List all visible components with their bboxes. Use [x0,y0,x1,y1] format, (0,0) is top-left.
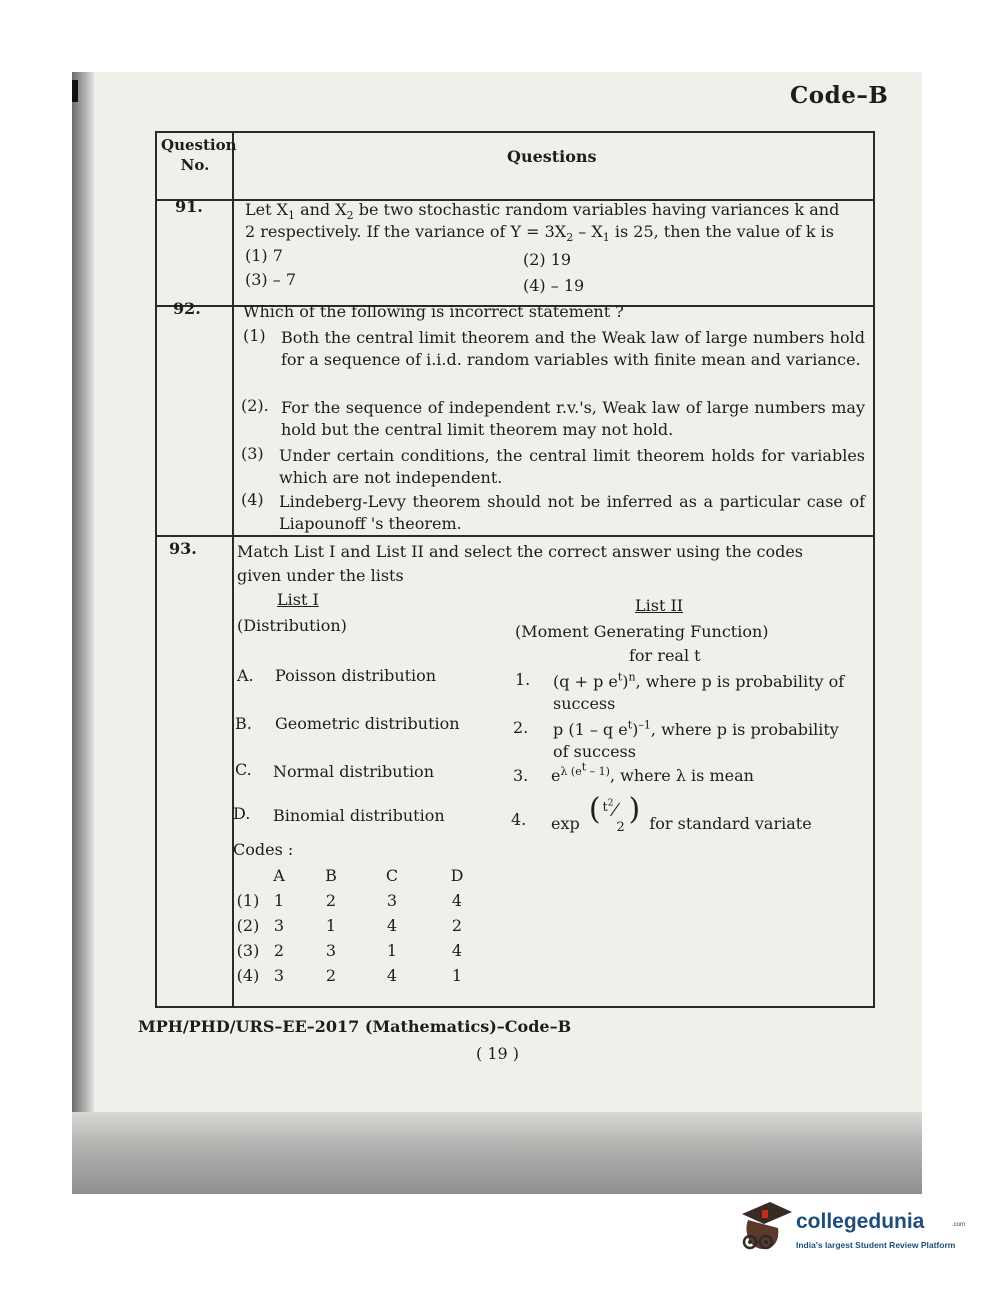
q92-option-1-no: (1) [243,326,266,345]
scan-bottom-shadow [72,1112,922,1194]
page-number: ( 19 ) [476,1044,520,1063]
list2-subtitle-2: for real t [629,646,701,665]
q92-option-2: For the sequence of independent r.v.'s, Weak law of large numbers may hold but the central limit theorem may not hold. [281,398,865,439]
q92-stem: Which of the following is incorrect statement ? [243,302,624,321]
q92-number: 92. [173,299,201,318]
header-question-no [161,135,237,175]
list1-item-a: Poisson distribution [275,666,437,685]
list2-title: List II [635,596,684,615]
list2-item-1-no: 1. [515,670,531,689]
list2-item-3-no: 3. [513,766,529,785]
list2-item-4: exp ( $t^2$ 2 ) for standard variate [551,792,812,835]
q91-option-3: (3) – 7 [245,270,297,289]
codes-row: (1) 1 2 3 4 [236,891,463,910]
header-qno-line1: Question [161,136,237,154]
codes-label: Codes : [233,840,294,859]
list1-item-b-key: B. [235,714,252,733]
list1-subtitle: (Distribution) [237,616,347,635]
list1-title: List I [277,590,319,609]
question-table [155,131,875,1008]
codes-header-row: A B C D [273,866,464,885]
collegedunia-logo[interactable] [736,1198,966,1260]
q92-option-1: Both the central limit theorem and the Weak law of large numbers hold for a sequence of i.i.d. random variables with finite mean and variance. [281,328,865,369]
q92-option-2-no: (2). [241,396,269,415]
header-questions: Questions [507,147,597,166]
logo-com: .com [952,1222,966,1228]
q92-option-4-no: (4) [241,490,264,509]
list2-subtitle: (Moment Generating Function) [515,622,769,641]
list1-item-c: Normal distribution [273,762,434,781]
q91-option-1: (1) 7 [245,246,283,265]
row-divider [157,535,875,537]
list2-item-1: (q + p $e^t)^n$, where p is probability of [553,670,845,691]
header-qno-line2: No. [180,156,210,174]
page-footer: MPH/PHD/URS–EE–2017 (Mathematics)–Code–B [138,1017,572,1036]
list1-item-d-key: D. [233,804,251,823]
q93-stem-line2: given under the lists [237,566,404,585]
list1-item-c-key: C. [235,760,252,779]
q92-option-3-no: (3) [241,444,264,463]
q91-stem-line2: 2 respectively. If the variance of $Y = 3X_2 - X_1$ is 25, then the value of k is [245,222,834,245]
binding-mark [72,80,78,102]
codes-row: (3) 2 3 1 4 [236,941,463,960]
q93-stem-line1: Match List I and List II and select the correct answer using the codes [237,542,804,561]
list1-item-b: Geometric distribution [275,714,460,733]
q93-number: 93. [169,539,197,558]
list2-item-2-no: 2. [513,718,529,737]
q91-option-2: (2) 19 [523,250,572,269]
code-label: Code–B [790,82,889,109]
list2-item-3: $e^{\lambda (e^t - 1)}$, where λ is mean [551,760,754,785]
list1-item-d: Binomial distribution [273,806,445,825]
q91-option-4: (4) – 19 [523,276,585,295]
list2-item-4-no: 4. [511,810,527,829]
codes-row: (2) 3 1 4 2 [236,916,463,935]
list1-item-a-key: A. [237,666,254,685]
logo-tagline: India's largest Student Review Platform [796,1240,956,1250]
q91-stem-line1: Let $X_1$ and $X_2$ be two stochastic random variables having variances k and [245,200,840,223]
q92-option-3: Under certain conditions, the central limit theorem holds for variables which are not independent. [279,446,865,487]
logo-name: collegedunia [796,1210,925,1233]
codes-table [227,863,503,988]
list2-item-1-cont: success [553,694,616,713]
list2-item-2-cont: of success [553,742,636,761]
list2-item-2: p (1 – q $e^t)^{-1}$, where p is probability [553,718,839,739]
page-binding-shadow [72,72,94,1194]
codes-row: (4) 3 2 4 1 [236,966,463,985]
q92-option-4: Lindeberg-Levy theorem should not be inferred as a particular case of Liapounoff 's theorem. [279,492,865,533]
q91-number: 91. [175,197,203,216]
graduate-face-icon [736,1198,794,1258]
